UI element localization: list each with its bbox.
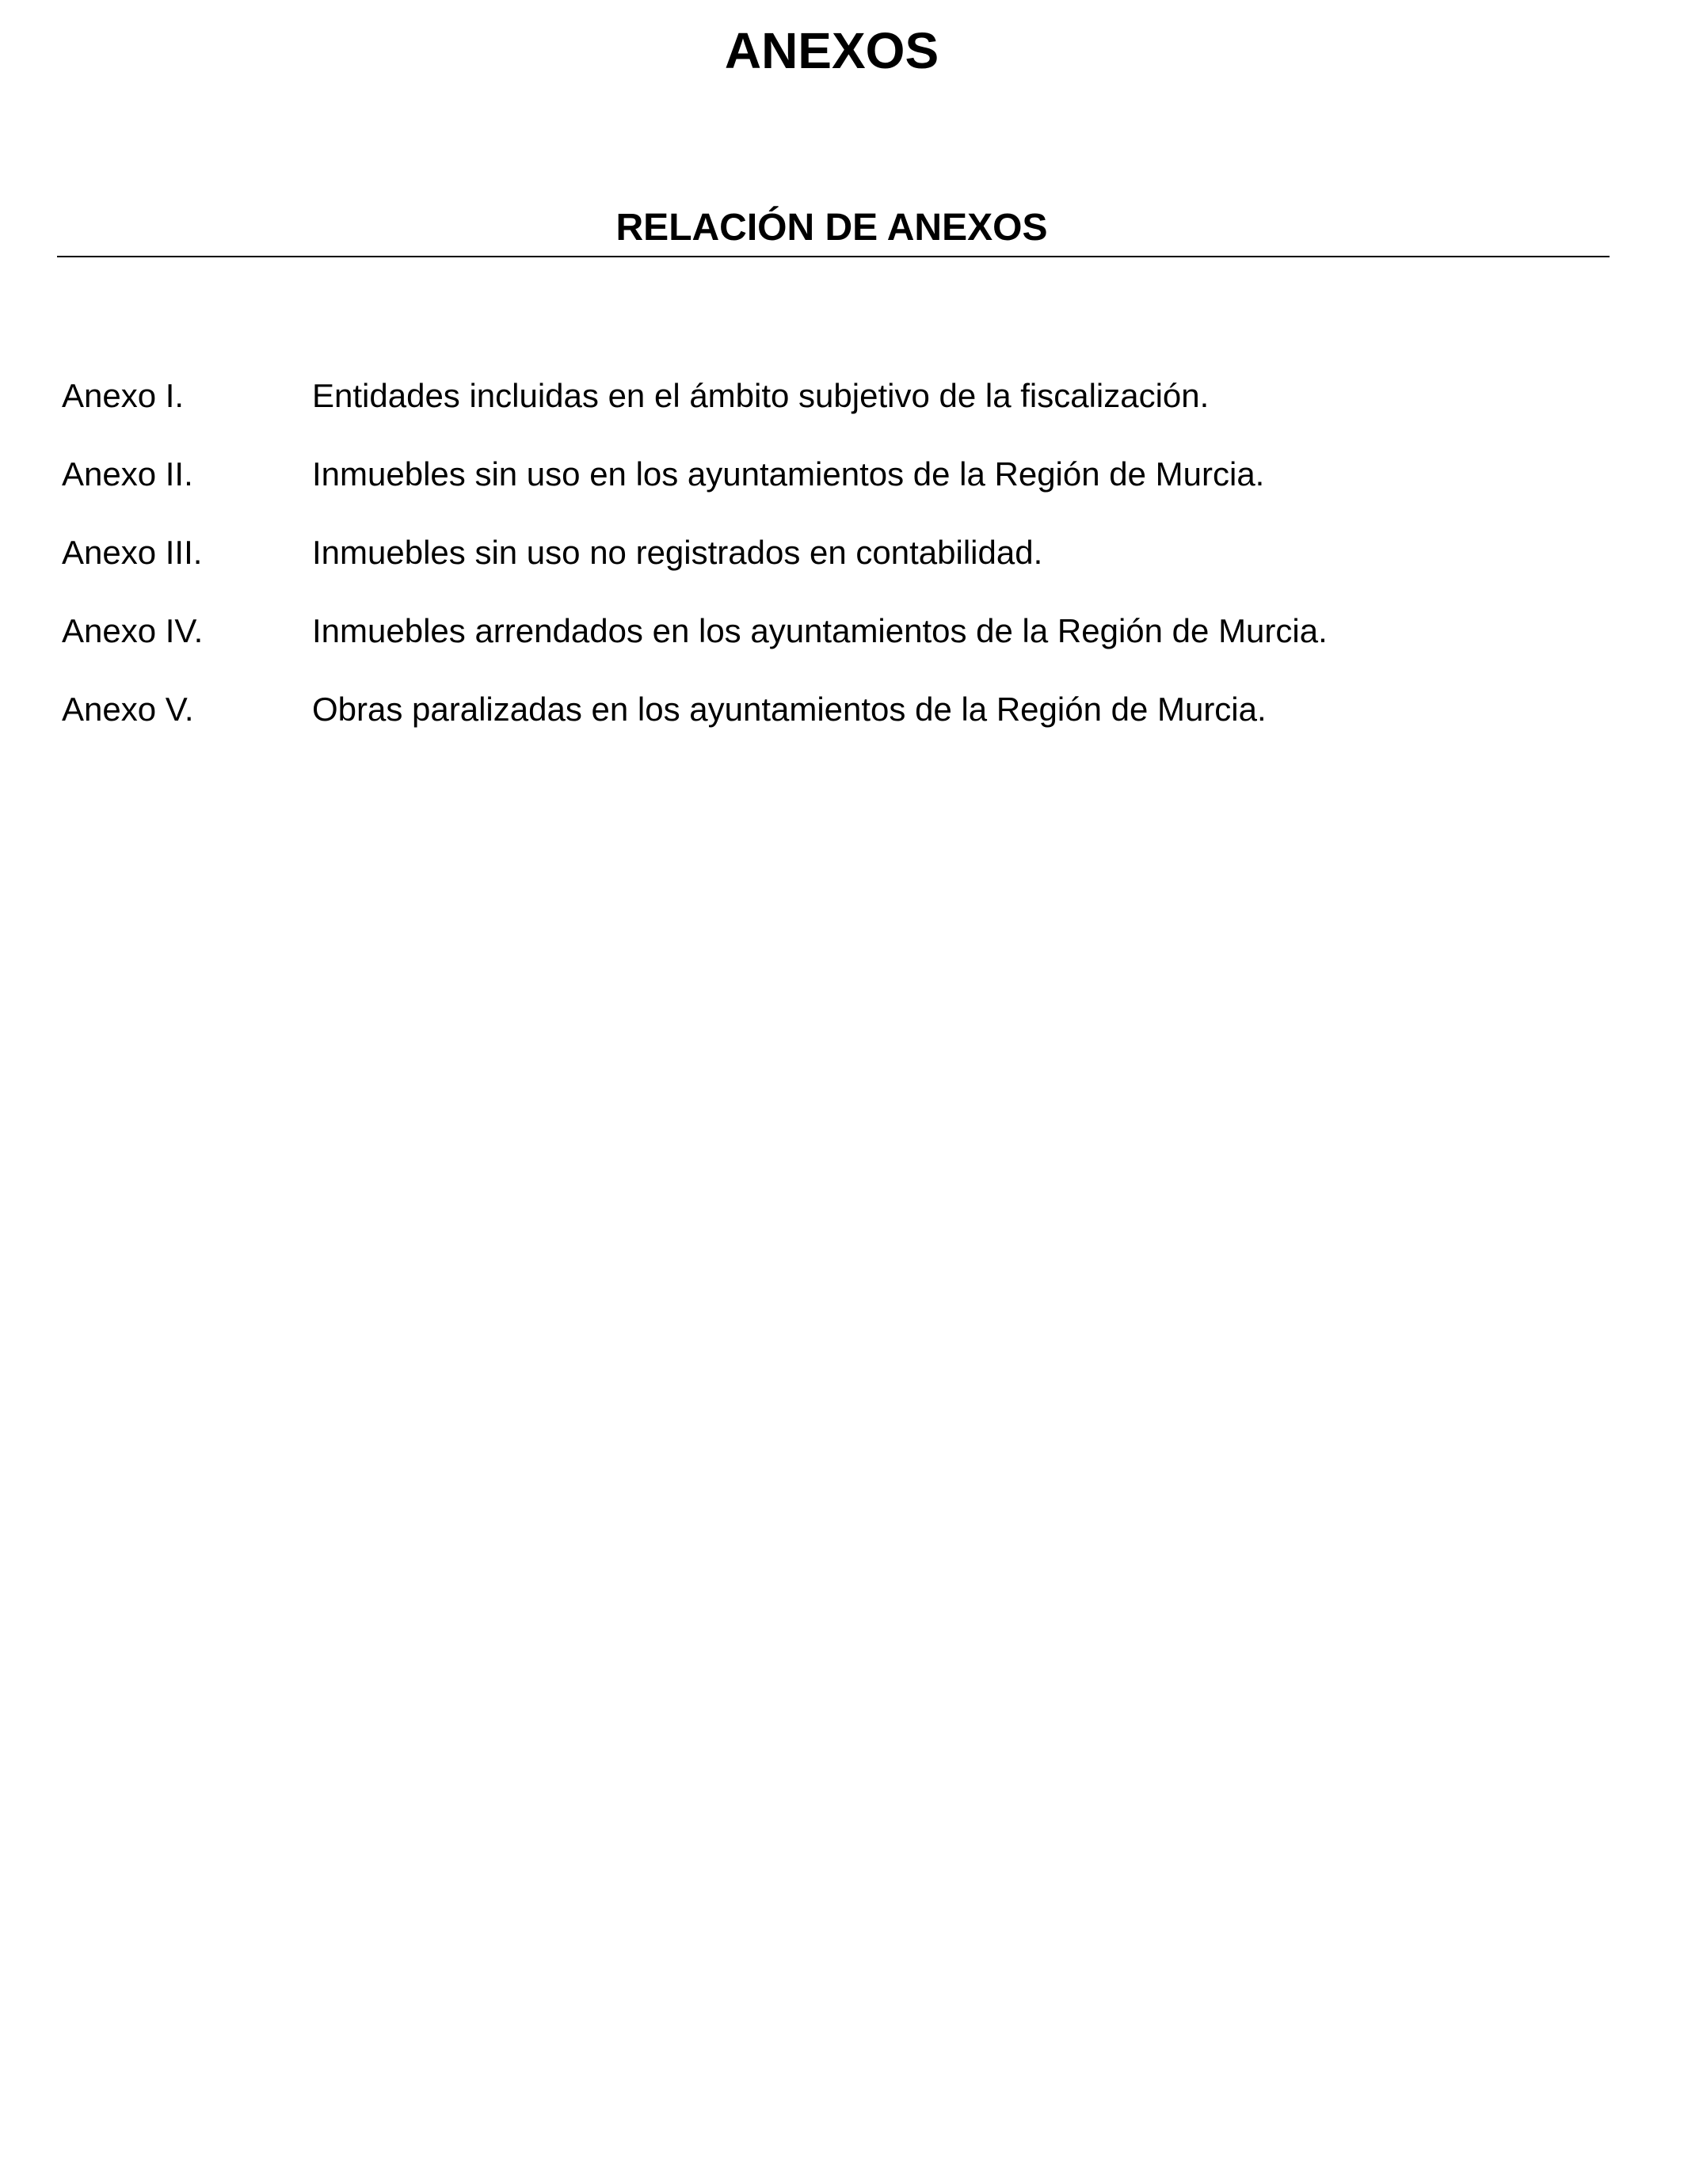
- annex-description: Inmuebles sin uso no registrados en contabilidad.: [312, 534, 1043, 571]
- annex-description: Inmuebles sin uso en los ayuntamientos de la Región de Murcia.: [312, 455, 1265, 493]
- page-title: ANEXOS: [724, 22, 939, 79]
- section-title: RELACIÓN DE ANEXOS: [615, 207, 1048, 249]
- annex-row-3: [62, 529, 1614, 607]
- annex-number: Anexo V.: [62, 691, 194, 728]
- annex-number: Anexo II.: [62, 455, 193, 493]
- annex-number: Anexo III.: [62, 534, 203, 571]
- annex-row-5: [62, 686, 1614, 764]
- annex-row-2: [62, 451, 1614, 529]
- annex-description: Inmuebles arrendados en los ayuntamientos de la Región de Murcia.: [312, 612, 1328, 649]
- section-divider: [57, 256, 1610, 257]
- annex-description: Entidades incluidas en el ámbito subjetivo de la fiscalización.: [312, 377, 1210, 414]
- annex-number: Anexo I.: [62, 377, 185, 414]
- annex-description: Obras paralizadas en los ayuntamientos de la Región de Murcia.: [312, 691, 1267, 728]
- annex-list: [62, 372, 1614, 764]
- annex-number: Anexo IV.: [62, 612, 204, 649]
- annex-row-1: [62, 372, 1614, 451]
- annex-row-4: [62, 607, 1614, 686]
